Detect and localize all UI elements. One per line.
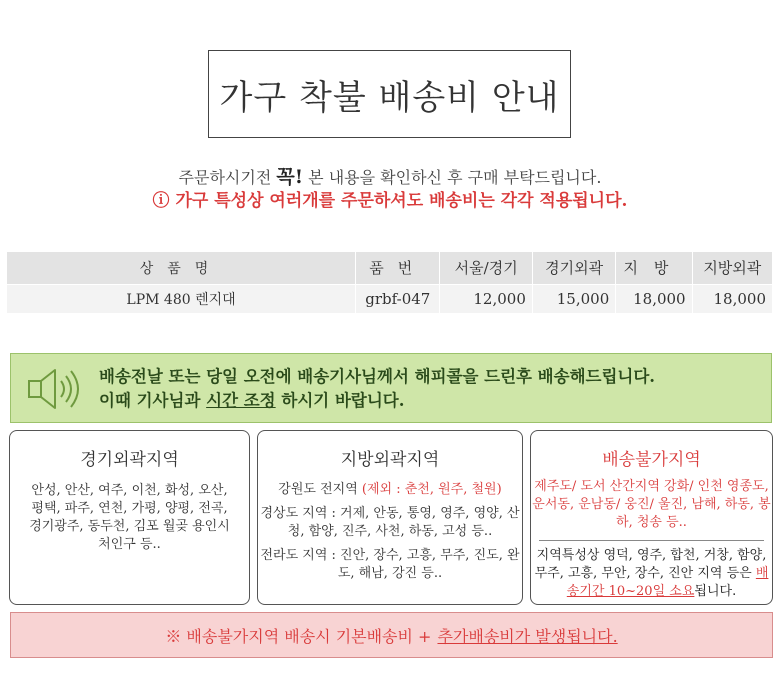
time-adjust-text: 시간 조정 bbox=[206, 391, 276, 410]
delay-note-after: 됩니다. bbox=[694, 584, 737, 599]
cell-province-fee: 18,000 bbox=[616, 284, 692, 313]
delivery-line2-after: 하시기 바랍니다. bbox=[275, 391, 405, 410]
delay-note-before: 지역특성상 영덕, 영주, 합천, 거창, 함양, 무주, 고흥, 무안, 장수, 진안 지역 등은 bbox=[534, 548, 767, 581]
header-province-outer: 지방외곽 bbox=[692, 252, 772, 284]
undeliverable-region-box bbox=[530, 430, 773, 605]
shipping-fee-warning: ⓘ 가구 특성상 여러개를 주문하셔도 배송비는 각각 적용됩니다. bbox=[152, 191, 628, 211]
divider bbox=[539, 540, 764, 541]
cell-product-name: LPM 480 렌지대 bbox=[7, 284, 356, 313]
header-product-code: 품번 bbox=[356, 252, 440, 284]
gangwon-region bbox=[258, 481, 522, 499]
speaker-icon bbox=[25, 366, 87, 412]
extra-fee-text: ※ 배송불가지역 배송시 기본배송비 + bbox=[165, 626, 432, 646]
cell-province-outer-fee: 18,000 bbox=[692, 284, 772, 313]
gyeongsang-region: 경상도 지역 : 거제, 안동, 통영, 영주, 영양, 산청, 함양, 진주, 사천, 하동, 고성 등.. bbox=[260, 506, 520, 539]
table-row bbox=[7, 284, 773, 313]
gyeonggi-outer-list: 안성, 안산, 여주, 이천, 화성, 오산, 평택, 파주, 연천, 가평, 양평, 전곡, 경기광주, 동두천, 김포 월곶 용인시 처인구 등.. bbox=[29, 483, 230, 552]
cell-seoul-gyeonggi-fee: 12,000 bbox=[440, 284, 532, 313]
header-province: 지방 bbox=[616, 252, 692, 284]
header-gyeonggi-outer: 경기외곽 bbox=[532, 252, 615, 284]
shipping-fee-table bbox=[7, 252, 773, 313]
province-outer-list bbox=[258, 481, 522, 583]
delivery-delay-note bbox=[531, 547, 772, 601]
delivery-notice-line1: 배송전날 또는 당일 오전에 배송기사님께서 해피콜을 드린후 배송해드립니다. bbox=[99, 367, 656, 386]
delivery-notice-text bbox=[99, 365, 655, 413]
cell-gyeonggi-outer-fee: 15,000 bbox=[532, 284, 615, 313]
delivery-notice-line2 bbox=[99, 389, 655, 413]
gangwon-label: 강원도 전지역 bbox=[278, 482, 362, 497]
delivery-line2-before: 이때 기사님과 bbox=[99, 391, 207, 410]
notice-text-before: 주문하시기전 bbox=[178, 168, 277, 187]
gangwon-exception: (제외 : 춘천, 원주, 철원) bbox=[361, 482, 502, 497]
header-seoul-gyeonggi: 서울/경기 bbox=[440, 252, 532, 284]
delay-period-text: 배송기간 10~20일 소요 bbox=[566, 566, 769, 599]
gyeonggi-outer-title: 경기외곽지역 bbox=[80, 450, 179, 470]
notice-emphasis: 꼭! bbox=[276, 166, 304, 188]
order-notice bbox=[0, 162, 780, 189]
undeliverable-title: 배송불가지역 bbox=[602, 450, 701, 470]
page-title: 가구 착불 배송비 안내 bbox=[208, 50, 571, 138]
extra-fee-underlined: 추가배송비가 발생됩니다. bbox=[437, 626, 618, 646]
delivery-notice-banner bbox=[10, 353, 772, 423]
header-product-name: 상품명 bbox=[7, 252, 356, 284]
undeliverable-list: 제주도/ 도서 산간지역 강화/ 인천 영종도, 운서동, 운남동/ 웅진/ 울진, 남해, 하동, 봉하, 청송 등.. bbox=[532, 479, 771, 530]
cell-product-code: grbf-047 bbox=[356, 284, 440, 313]
table-header-row bbox=[7, 252, 773, 284]
gyeonggi-outer-region-box bbox=[9, 430, 250, 605]
notice-text-after: 본 내용을 확인하신 후 구매 부탁드립니다. bbox=[303, 168, 602, 187]
jeolla-region: 전라도 지역 : 진안, 장수, 고흥, 무주, 진도, 완도, 해남, 강진 등.. bbox=[260, 548, 520, 581]
extra-fee-banner bbox=[10, 612, 773, 658]
province-outer-region-box bbox=[257, 430, 523, 605]
province-outer-title: 지방외곽지역 bbox=[340, 450, 440, 470]
